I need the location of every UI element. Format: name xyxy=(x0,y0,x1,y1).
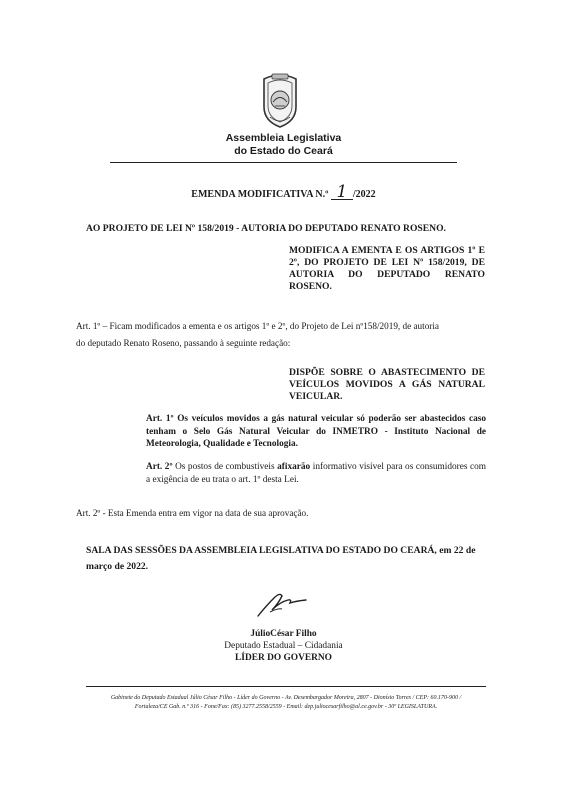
new-ementa: DISPÕE SOBRE O ABASTECIMENTO DE VEÍCULOS MOVIDOS A GÁS NATURAL VEICULAR. xyxy=(289,367,485,402)
footer-contact xyxy=(86,694,486,711)
signatory-role: Deputado Estadual – Cidadania xyxy=(224,641,343,651)
footer-divider xyxy=(86,686,486,687)
new-article-1 xyxy=(146,413,486,451)
signatory-title: LÍDER DO GOVERNO xyxy=(235,653,332,663)
new-art2-text-after: informativo visível para os consumidores com a exigência de eu trata o art. 1º desta Lei. xyxy=(146,462,487,485)
header-divider xyxy=(110,162,457,163)
project-reference: AO PROJETO DE LEI Nº 158/2019 - AUTORIA DO DEPUTADO RENATO ROSENO. xyxy=(86,223,446,234)
institution-name-line2: do Estado do Ceará xyxy=(234,145,333,157)
signature-mark xyxy=(252,588,312,620)
new-art1-label: Art. 1º xyxy=(146,414,174,424)
new-art2-text-before: Os postos de combustíveis xyxy=(175,462,275,472)
title-suffix: /2022 xyxy=(352,189,376,200)
footer-line2: Fortaleza/CE Gab. n.º 316 - Fone/Fax: (85) 3277.2558/2559 - Email: dep.juliocesarfilho@al.ce.gov.br - 30º LEGISLATURA. xyxy=(134,703,438,710)
article-2: Art. 2º - Esta Emenda entra em vigor na data de sua aprovação. xyxy=(76,508,309,518)
amendment-number: 1 xyxy=(331,185,353,200)
title-prefix: EMENDA MODIFICATIVA N.º xyxy=(191,189,329,200)
ementa-paragraph: MODIFICA A EMENTA E OS ARTIGOS 1º E 2º, DO PROJETO DE LEI Nº 158/2019, DE AUTORIA DO DEPUTADO RENATO ROSENO. xyxy=(289,245,485,292)
art1-intro-line1: Art. 1º – Ficam modificados a ementa e os artigos 1º e 2º, do Projeto de Lei nº158/2019, de autoria xyxy=(76,321,439,331)
footer-line1: Gabinete do Deputado Estadual Júlio César Filho - Líder do Governo - Av. Desembargador Moreira, 2807 - Dionísio Torres / CEP: 60.170-900 / xyxy=(110,695,462,701)
institution-name-line1: Assembleia Legislativa xyxy=(225,132,342,144)
closing-statement: SALA DAS SESSÕES DA ASSEMBLEIA LEGISLATIVA DO ESTADO DO CEARÁ, em 22 de março de 2022. xyxy=(86,545,476,572)
new-art2-emphasis: afixarão xyxy=(277,462,311,472)
new-art2-label: Art. 2º xyxy=(146,462,173,472)
new-art1-text: Os veículos movidos a gás natural veicular só poderão ser abastecidos caso tenham o Selo Gás Natural Veicular do INMETRO - Instituto Nacional de Meteorologia, Qualidade e Tecnologia. xyxy=(146,414,486,449)
document-title xyxy=(0,182,567,202)
signatory-name: JúlioCésar Filho xyxy=(250,629,317,639)
state-seal-emblem xyxy=(258,73,302,129)
art1-intro-line2: do deputado Renato Roseno, passando à seguinte redação: xyxy=(76,338,291,348)
new-article-2 xyxy=(146,461,486,486)
